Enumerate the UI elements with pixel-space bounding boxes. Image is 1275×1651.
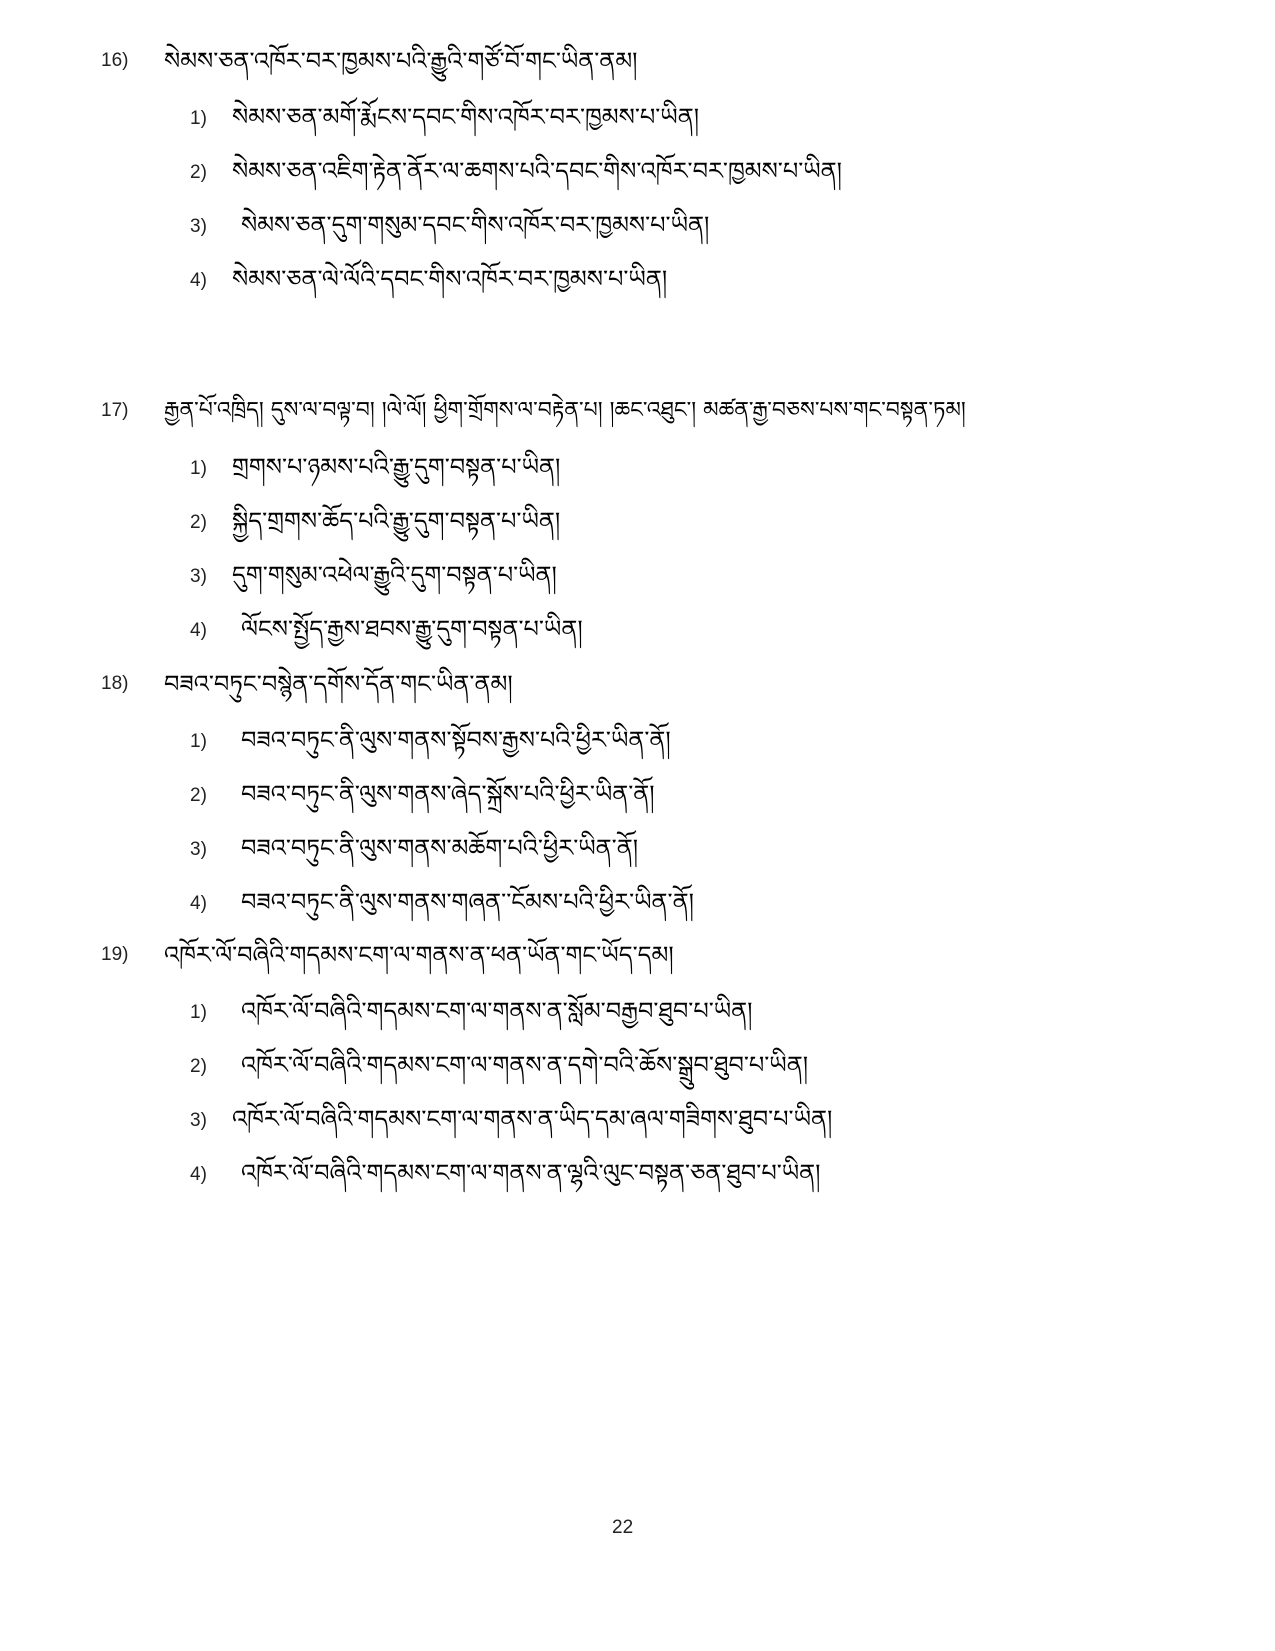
option-text: གྲགས་པ་ཉམས་པའི་རྒྱུ་དུག་བསྟན་པ་ཡིན། xyxy=(232,453,561,481)
option-text: བཟའ་བཏུང་ནི་ལུས་གནས་སྟོབས་རྒྱས་པའི་ཕྱིར་ཡིན་ནོ། xyxy=(241,726,671,754)
option-text: སེམས་ཅན་དུག་གསུམ་དབང་གིས་འཁོར་བར་ཁྱམས་པ་ཡིན། xyxy=(241,211,710,239)
option-number: 3) xyxy=(190,839,207,860)
question-text: བཟའ་བཏུང་བསྙེན་དགོས་དོན་གང་ཡིན་ནམ། xyxy=(164,670,513,698)
option-text: འཁོར་ལོ་བཞིའི་གདམས་ངག་ལ་གནས་ན་ལྷའི་ལུང་བསྟན་ཅན་ཐུབ་པ་ཡིན། xyxy=(241,1159,821,1187)
option-text: བཟའ་བཏུང་ནི་ལུས་གནས་གཞན་་ངོམས་པའི་ཕྱིར་ཡིན་ནོ། xyxy=(241,888,694,916)
option-text: ལོངས་སྤྱོད་རྒྱས་ཐབས་རྒྱུ་དུག་བསྟན་པ་ཡིན། xyxy=(241,615,583,643)
option-number: 4) xyxy=(190,620,207,641)
option-text: དུག་གསུམ་འཕེལ་རྒྱུའི་དུག་བསྟན་པ་ཡིན། xyxy=(232,561,557,589)
option-number: 2) xyxy=(190,162,207,183)
option-text: སེམས་ཅན་མགོ་རྨོངས་དབང་གིས་འཁོར་བར་ཁྱམས་པ་ཡིན། xyxy=(232,103,700,131)
question-number: 16) xyxy=(101,50,129,71)
option-text: སེམས་ཅན་ལེ་ལོའི་དབང་གིས་འཁོར་བར་ཁྱམས་པ་ཡིན། xyxy=(232,265,668,293)
option-text: འཁོར་ལོ་བཞིའི་གདམས་ངག་ལ་གནས་ན་ཡིད་དམ་ཞལ་གཟིགས་ཐུབ་པ་ཡིན། xyxy=(232,1105,833,1133)
question-number: 18) xyxy=(101,673,129,694)
option-number: 2) xyxy=(190,785,207,806)
question-text: སེམས་ཅན་འཁོར་བར་ཁྱམས་པའི་རྒྱུའི་གཙོ་བོ་གང་ཡིན་ནམ། xyxy=(164,47,638,75)
page-number: 22 xyxy=(612,1517,634,1538)
option-text: བཟའ་བཏུང་ནི་ལུས་གནས་མཆོག་པའི་ཕྱིར་ཡིན་ནོ། xyxy=(241,834,639,862)
option-number: 4) xyxy=(190,893,207,914)
option-text: སྐྱིད་གྲགས་ཆོད་པའི་རྒྱུ་དུག་བསྟན་པ་ཡིན། xyxy=(232,507,561,535)
option-number: 1) xyxy=(190,1002,207,1023)
option-text: འཁོར་ལོ་བཞིའི་གདམས་ངག་ལ་གནས་ན་དགེ་བའི་ཆོས་སྒྲུབ་ཐུབ་པ་ཡིན། xyxy=(241,1051,809,1079)
option-number: 1) xyxy=(190,108,207,129)
option-text: འཁོར་ལོ་བཞིའི་གདམས་ངག་ལ་གནས་ན་སློམ་བརྒྱབ་ཐུབ་པ་ཡིན། xyxy=(241,997,753,1025)
option-number: 1) xyxy=(190,731,207,752)
option-number: 3) xyxy=(190,566,207,587)
option-number: 2) xyxy=(190,512,207,533)
option-number: 2) xyxy=(190,1056,207,1077)
question-text: རྒྱན་པོ་འཁྲིད། དུས་ལ་བལྟ་བ། །ལེ་ལོ། ཕྱིག་གྲོགས་ལ་བརྟེན་པ། །ཆང་འཐུང་། མཚན་རྒྱ་བཅས་པས་གང་བསྟན་ཏམ། xyxy=(164,398,966,423)
option-number: 4) xyxy=(190,270,207,291)
question-number: 19) xyxy=(101,944,129,965)
option-number: 4) xyxy=(190,1164,207,1185)
option-number: 3) xyxy=(190,1110,207,1131)
option-text: སེམས་ཅན་འཇིག་རྟེན་ནོར་ལ་ཆགས་པའི་དབང་གིས་འཁོར་བར་ཁྱམས་པ་ཡིན། xyxy=(232,157,843,185)
option-text: བཟའ་བཏུང་ནི་ལུས་གནས་ཞེད་སྐྲོས་པའི་ཕྱིར་ཡིན་ནོ། xyxy=(241,780,655,808)
option-number: 1) xyxy=(190,458,207,479)
option-number: 3) xyxy=(190,216,207,237)
question-number: 17) xyxy=(101,400,129,421)
question-text: འཁོར་ལོ་བཞིའི་གདམས་ངག་ལ་གནས་ན་ཕན་ཡོན་གང་ཡོད་དམ། xyxy=(164,941,674,969)
